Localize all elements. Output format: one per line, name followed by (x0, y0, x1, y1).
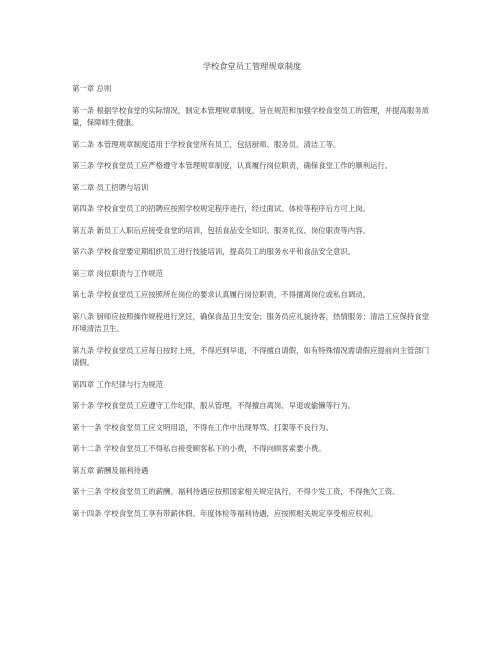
document-title: 学校食堂员工管理规章制度 (202, 61, 302, 71)
article-1: 第一条 根据学校食堂的实际情况，制定本管理规章制度，旨在规范和加强学校食堂员工的管理，并提高服务质量，保障师生健康。 (72, 105, 430, 127)
chapter-heading-5: 第五章 薪酬及福利待遇 (72, 465, 149, 475)
article-11: 第十一条 学校食堂员工应文明用语，不得在工作中出现辱骂、打架等不良行为。 (72, 422, 334, 432)
article-9: 第九条 学校食堂员工应每日按时上班，不得迟到早退，不得擅自请假，如有特殊情况需请假应提前向主管部门请假。 (72, 345, 430, 367)
article-3: 第三条 学校食堂员工应严格遵守本管理规章制度，认真履行岗位职责，确保食堂工作的顺利运行。 (72, 161, 393, 170)
article-6: 第六条 学校食堂要定期组织员工进行技能培训，提高员工的服务水平和食品安全意识。 (72, 247, 356, 256)
chapter-heading-4: 第四章 工作纪律与行为规范 (72, 379, 164, 389)
article-14: 第十四条 学校食堂员工享有带薪休假、年度体检等福利待遇，应按照相关规定享受相应权利。 (72, 508, 378, 518)
article-4: 第四条 学校食堂员工的招聘应按照学校规定程序进行，经过面试、体检等程序后方可上岗。 (72, 204, 370, 213)
article-8: 第八条 厨师应按照操作规程进行烹饪，确保食品卫生安全；服务员应礼貌待客，热情服务；清洁工应保持食堂环境清洁卫生。 (72, 311, 430, 333)
article-5: 第五条 新员工入职后应接受食堂的培训，包括食品安全知识、服务礼仪、岗位职责等内容。 (72, 225, 370, 235)
article-12: 第十二条 学校食堂员工不得私自接受顾客私下的小费，不得向顾客索要小费。 (72, 444, 326, 453)
article-10: 第十条 学校食堂员工应遵守工作纪律，服从管理，不得擅自离岗、早退或偷懒等行为。 (72, 401, 356, 410)
article-2: 第二条 本管理规章制度适用于学校食堂所有员工，包括厨师、服务员、清洁工等。 (72, 139, 341, 149)
chapter-heading-3: 第三章 岗位职责与工作规范 (72, 268, 164, 278)
chapter-heading-1: 第一章 总则 (72, 84, 112, 93)
article-7: 第七条 学校食堂员工应按照所在岗位的要求认真履行岗位职责，不得擅离岗位或私自调动。 (72, 290, 370, 299)
chapter-heading-2: 第二章 员工招聘与培训 (72, 182, 149, 192)
article-13: 第十三条 学校食堂员工的薪酬、福利待遇应按照国家相关规定执行，不得少发工资，不得拖欠工资。 (72, 487, 400, 496)
